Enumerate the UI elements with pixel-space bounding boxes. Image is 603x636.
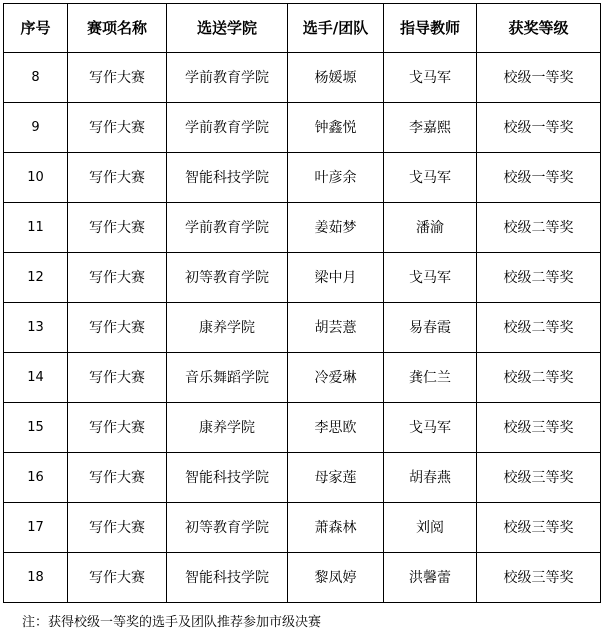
cell-event: 写作大赛 [68,453,167,503]
cell-college: 学前教育学院 [167,203,288,253]
cell-award: 校级三等奖 [477,453,601,503]
table-row [4,253,601,303]
cell-event: 写作大赛 [68,153,167,203]
cell-contestant: 萧森林 [288,503,384,553]
cell-index: 14 [4,353,68,403]
cell-teacher: 戈马军 [384,53,477,103]
cell-college: 初等教育学院 [167,503,288,553]
cell-event: 写作大赛 [68,303,167,353]
cell-award: 校级一等奖 [477,153,601,203]
cell-index: 15 [4,403,68,453]
cell-event: 写作大赛 [68,503,167,553]
cell-college: 智能科技学院 [167,153,288,203]
cell-contestant: 黎凤婷 [288,553,384,603]
cell-college: 学前教育学院 [167,103,288,153]
cell-college: 康养学院 [167,403,288,453]
cell-teacher: 胡春燕 [384,453,477,503]
cell-contestant: 叶彦余 [288,153,384,203]
cell-teacher: 潘渝 [384,203,477,253]
header-college: 选送学院 [167,4,288,53]
header-teacher: 指导教师 [384,4,477,53]
cell-contestant: 李思欧 [288,403,384,453]
cell-event: 写作大赛 [68,353,167,403]
cell-award: 校级一等奖 [477,103,601,153]
cell-teacher: 刘阅 [384,503,477,553]
table-row [4,103,601,153]
cell-contestant: 杨媛塬 [288,53,384,103]
header-event: 赛项名称 [68,4,167,53]
table-row [4,153,601,203]
cell-index: 18 [4,553,68,603]
cell-event: 写作大赛 [68,553,167,603]
footnote: 注：获得校级一等奖的选手及团队推荐参加市级决赛 [22,615,322,630]
header-row [4,4,601,53]
table-row [4,53,601,103]
cell-award: 校级三等奖 [477,403,601,453]
cell-index: 11 [4,203,68,253]
table-row [4,503,601,553]
award-table [3,3,601,603]
cell-award: 校级二等奖 [477,203,601,253]
cell-teacher: 龚仁兰 [384,353,477,403]
table-row [4,303,601,353]
cell-award: 校级三等奖 [477,503,601,553]
cell-teacher: 戈马军 [384,153,477,203]
cell-contestant: 冷爱琳 [288,353,384,403]
cell-award: 校级一等奖 [477,53,601,103]
header-contestant: 选手/团队 [288,4,384,53]
cell-contestant: 母家莲 [288,453,384,503]
cell-index: 16 [4,453,68,503]
cell-teacher: 易春霞 [384,303,477,353]
table-row [4,453,601,503]
cell-event: 写作大赛 [68,103,167,153]
cell-index: 17 [4,503,68,553]
cell-index: 13 [4,303,68,353]
cell-award: 校级三等奖 [477,553,601,603]
cell-college: 音乐舞蹈学院 [167,353,288,403]
cell-teacher: 戈马军 [384,253,477,303]
cell-college: 智能科技学院 [167,453,288,503]
cell-award: 校级二等奖 [477,253,601,303]
cell-teacher: 李嘉熙 [384,103,477,153]
cell-contestant: 钟鑫悦 [288,103,384,153]
table-row [4,203,601,253]
table-row [4,553,601,603]
header-index: 序号 [4,4,68,53]
cell-teacher: 戈马军 [384,403,477,453]
cell-college: 初等教育学院 [167,253,288,303]
cell-contestant: 姜茹梦 [288,203,384,253]
cell-award: 校级二等奖 [477,303,601,353]
header-award: 获奖等级 [477,4,601,53]
cell-index: 8 [4,53,68,103]
cell-event: 写作大赛 [68,253,167,303]
cell-index: 12 [4,253,68,303]
cell-college: 学前教育学院 [167,53,288,103]
cell-index: 9 [4,103,68,153]
cell-college: 康养学院 [167,303,288,353]
cell-contestant: 胡芸薏 [288,303,384,353]
cell-event: 写作大赛 [68,53,167,103]
cell-contestant: 梁中月 [288,253,384,303]
table-row [4,403,601,453]
table-row [4,353,601,403]
cell-event: 写作大赛 [68,203,167,253]
cell-award: 校级二等奖 [477,353,601,403]
cell-index: 10 [4,153,68,203]
cell-event: 写作大赛 [68,403,167,453]
cell-teacher: 洪馨蕾 [384,553,477,603]
cell-college: 智能科技学院 [167,553,288,603]
